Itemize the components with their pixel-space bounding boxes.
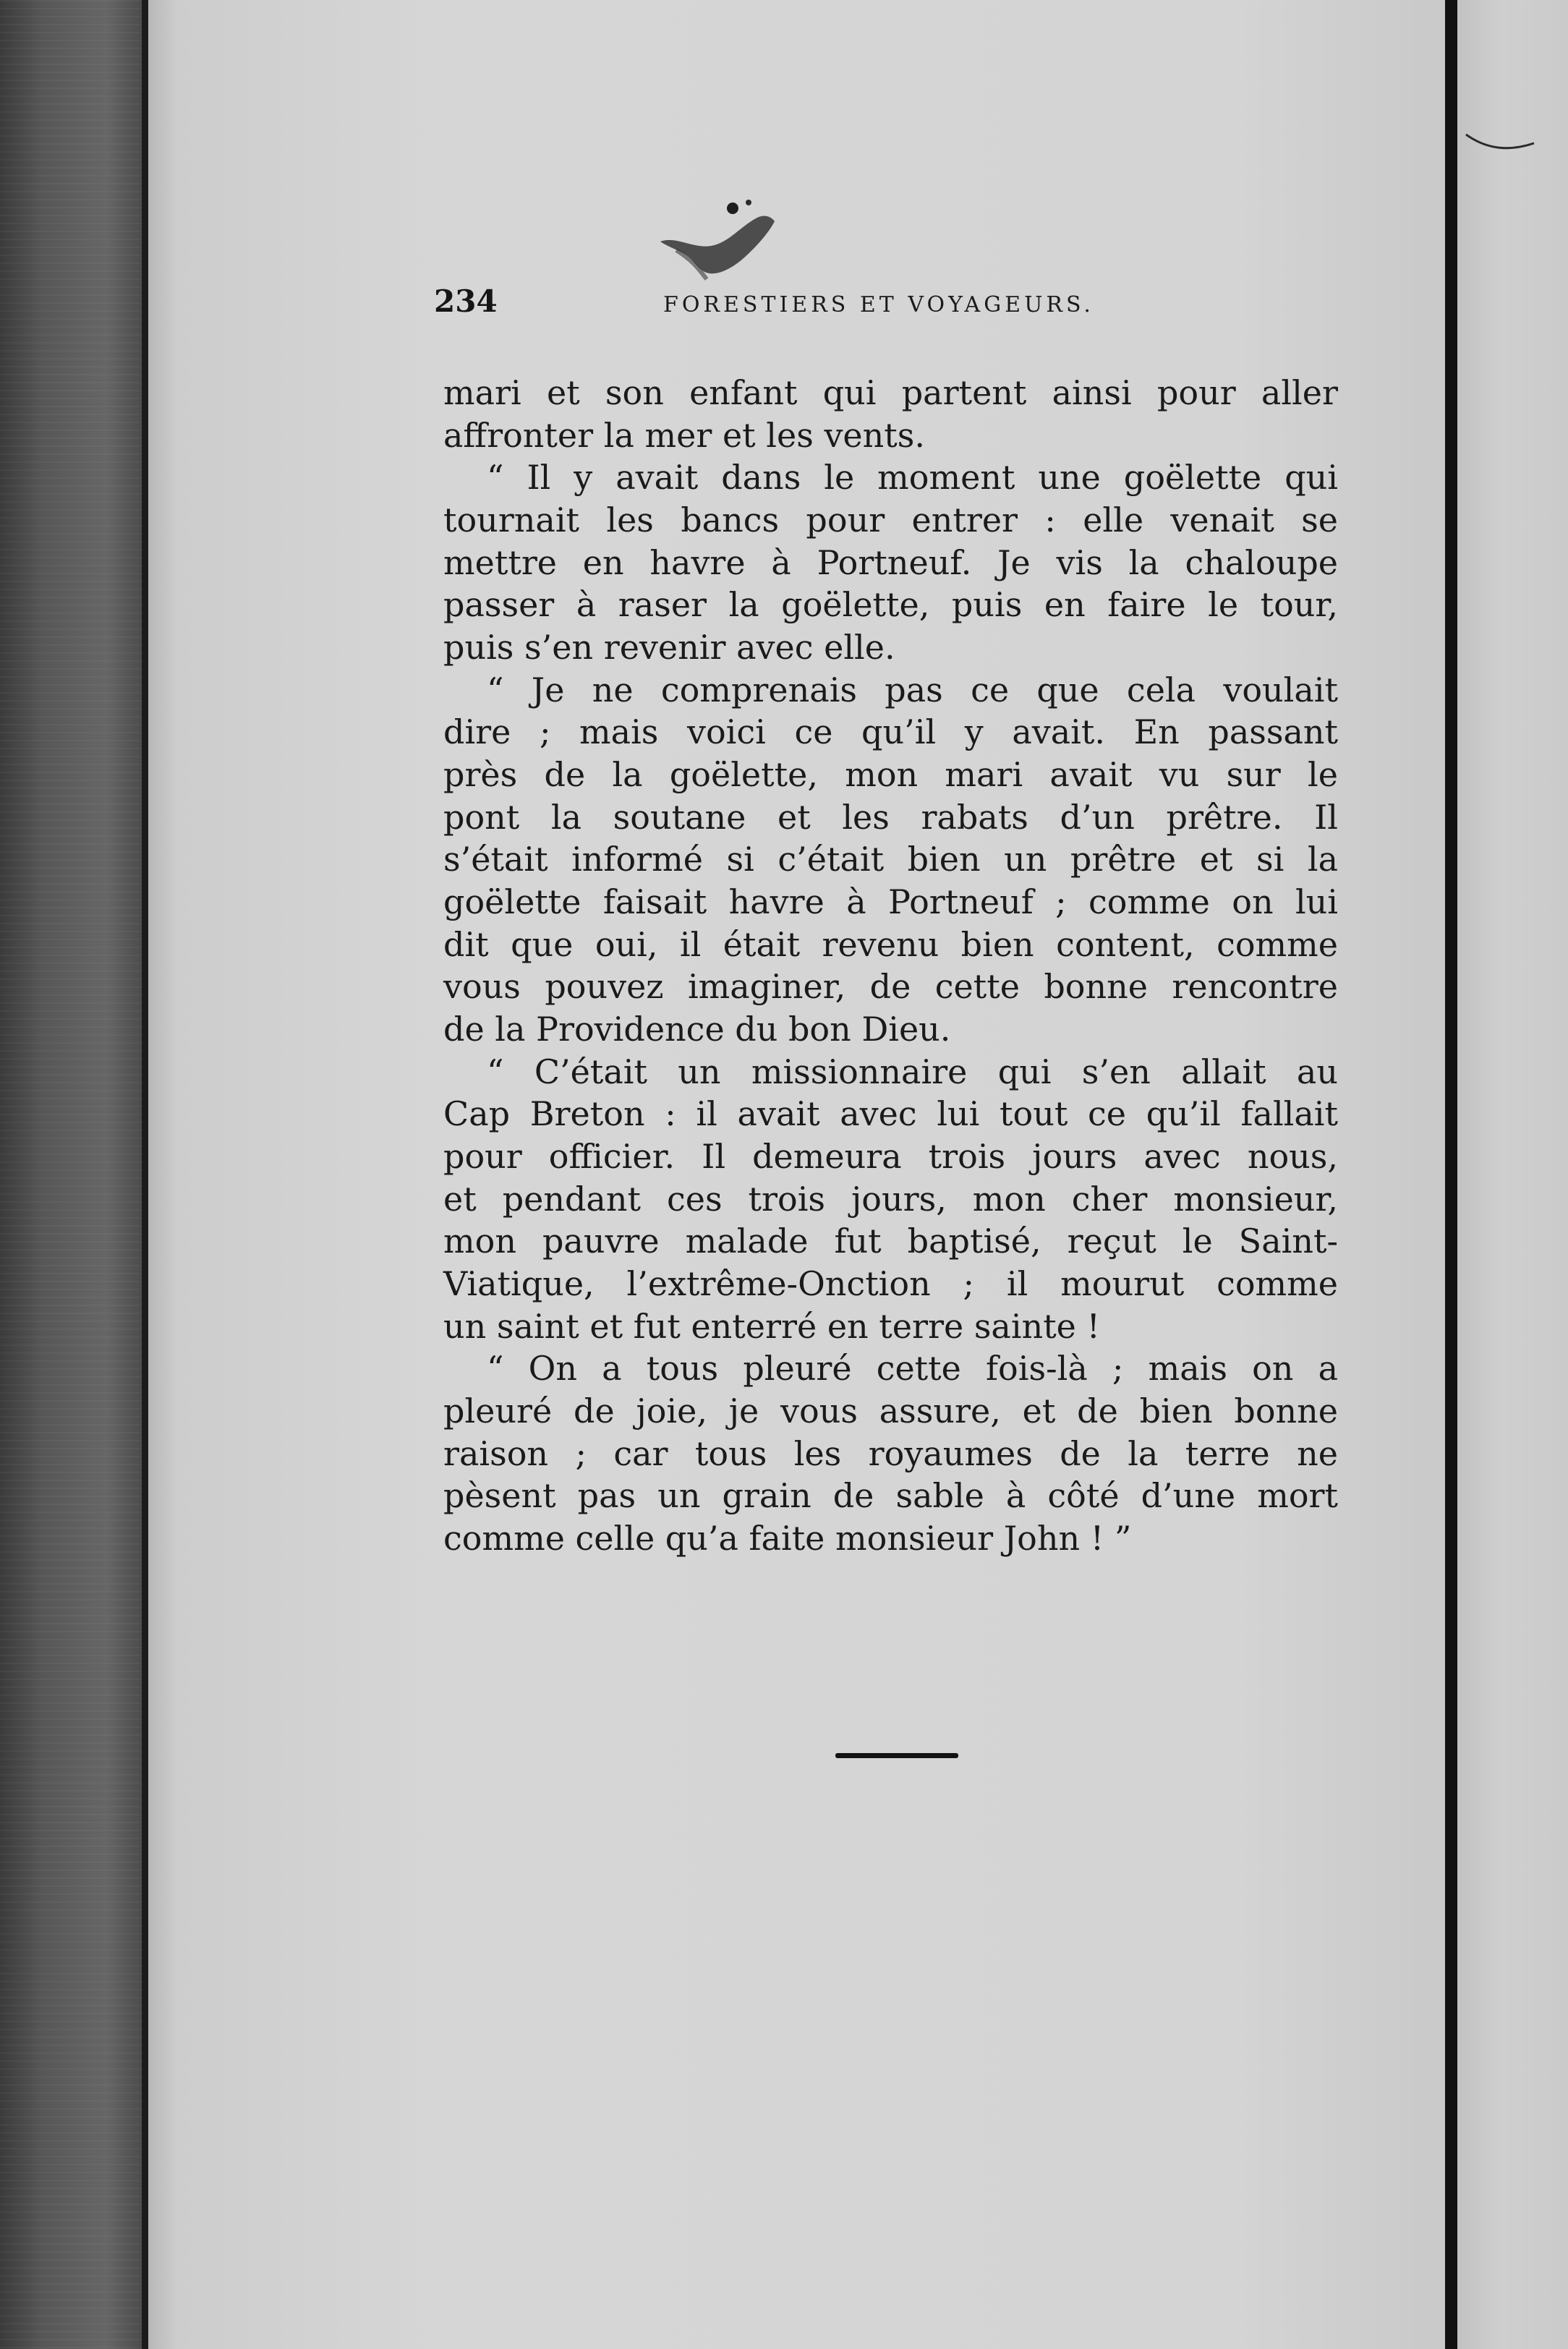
text-line: “ Je ne comprenais pas ce que cela voulait [487,670,1338,709]
paragraph [443,1051,1338,1348]
left-page-edge [142,0,148,2349]
section-end-rule [835,1753,958,1758]
text-line: vous pouvez imaginer, de cette bonne rencontre [443,967,1338,1007]
text-line: dit que oui, il était revenu bien content, comme [443,924,1338,964]
text-line: affronter la mer et les vents. [443,415,925,455]
text-line: de la Providence du bon Dieu. [443,1010,951,1049]
paragraph [443,1347,1338,1559]
text-line: Cap Breton : il avait avec lui tout ce qu’il fallait [443,1094,1338,1134]
text-line: raison ; car tous les royaumes de la terre ne [443,1433,1338,1473]
text-line: pont la soutane et les rabats d’un prêtre. Il [443,797,1338,837]
paragraph [443,669,1338,1051]
text-line: pleuré de joie, je vous assure, et de bien bonne [443,1391,1338,1431]
text-line: dire ; mais voici ce qu’il y avait. En passant [443,712,1338,752]
text-line: tournait les bancs pour entrer : elle venait se [443,500,1338,540]
text-line: comme celle qu’a faite monsieur John ! ” [443,1519,1132,1559]
text-line: “ C’était un missionnaire qui s’en allait au [487,1052,1338,1091]
ink-smudge-dot [727,202,738,214]
text-line: passer à raser la goëlette, puis en faire le tour, [443,585,1338,625]
text-line: “ On a tous pleuré cette fois-là ; mais on a [487,1349,1338,1389]
text-line: et pendant ces trois jours, mon cher monsieur, [443,1179,1338,1219]
ink-smudge-dot [746,200,751,205]
ink-smudge [647,189,792,291]
body-text [443,372,1338,1560]
text-line: mari et son enfant qui partent ainsi pour aller [443,373,1338,412]
ink-smudge-blot [660,216,775,274]
scan-mark [1465,127,1537,163]
text-line: “ Il y avait dans le moment une goëlette qui [487,458,1338,498]
text-line: près de la goëlette, mon mari avait vu sur le [443,755,1338,795]
text-line: mettre en havre à Portneuf. Je vis la chaloupe [443,542,1338,582]
adjacent-page-strip [1457,0,1568,2349]
page-number: 234 [434,284,498,319]
paragraph [443,372,1338,456]
right-page-edge [1445,0,1457,2349]
text-line: s’était informé si c’était bien un prêtre et si la [443,840,1338,879]
paragraph [443,456,1338,668]
text-line: puis s’en revenir avec elle. [443,628,895,668]
left-binding-strip [0,0,142,2349]
text-line: goëlette faisait havre à Portneuf ; comme on lui [443,882,1338,922]
scan-mark-arc [1466,135,1534,148]
text-line: pèsent pas un grain de sable à côté d’une mort [443,1476,1338,1516]
text-line: mon pauvre malade fut baptisé, reçut le Saint- [443,1222,1338,1261]
text-line: un saint et fut enterré en terre sainte ! [443,1306,1101,1346]
text-line: Viatique, l’extrême-Onction ; il mourut comme [443,1264,1338,1304]
running-title: FORESTIERS ET VOYAGEURS. [663,292,1094,317]
text-line: pour officier. Il demeura trois jours avec nous, [443,1137,1338,1177]
